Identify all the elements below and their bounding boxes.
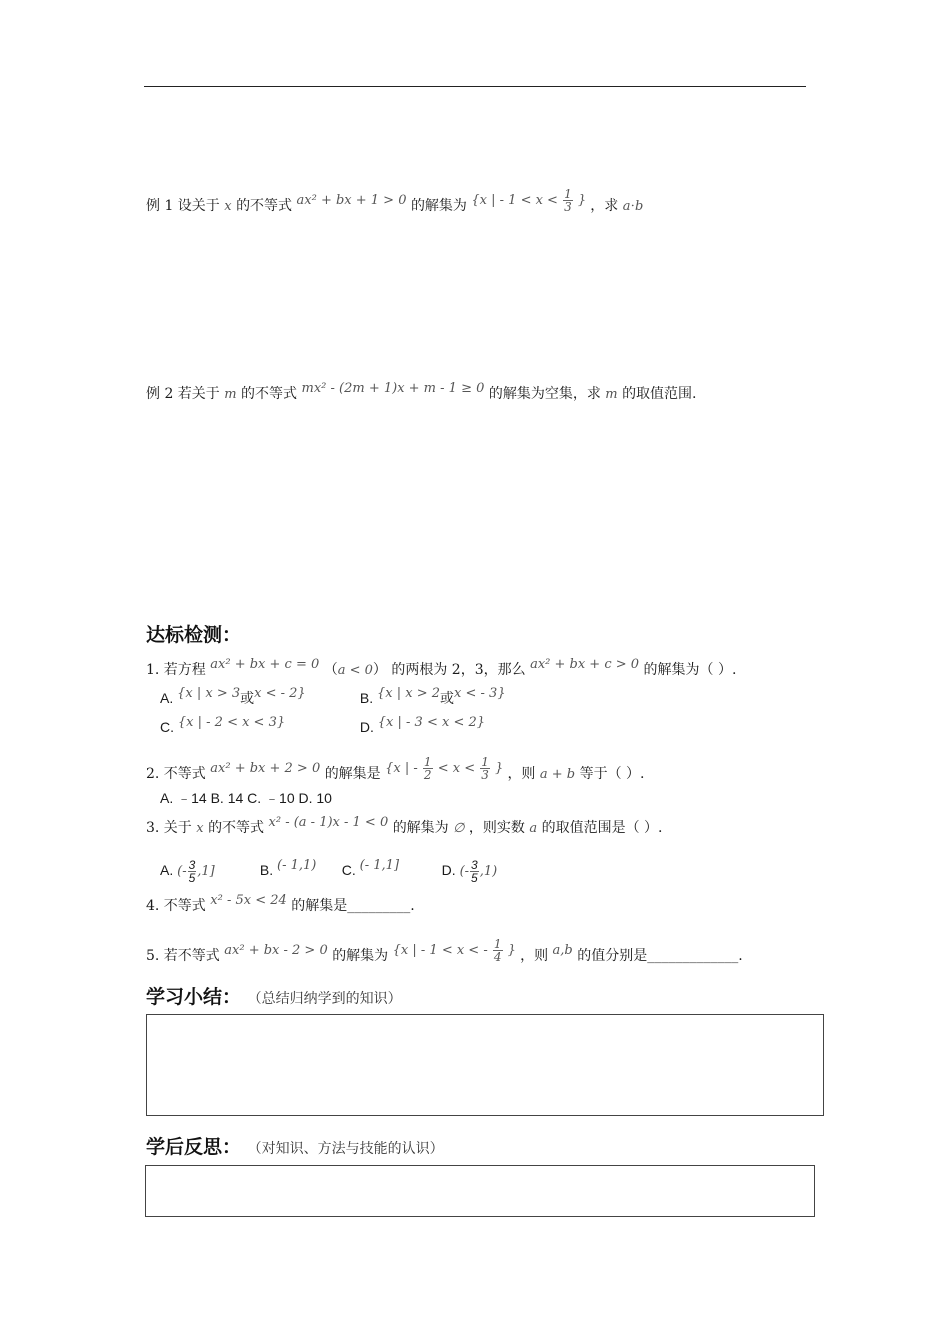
q1-option-c[interactable] [160, 717, 356, 739]
q3-suffix: 的取值范围是（ ）. [541, 820, 663, 836]
q1-paren-open: （ [323, 662, 338, 678]
q3-option-b[interactable] [260, 856, 338, 886]
q3-inequality: x² - (a - 1)x - 1 < 0 [268, 815, 389, 830]
q3-options [160, 856, 497, 886]
set-open: {x | - 1 < x < - [392, 943, 488, 958]
example-1 [146, 187, 644, 219]
fraction [480, 756, 490, 781]
summary-title: 学习小结： [146, 986, 242, 1008]
q5-solution-set [392, 937, 520, 964]
fraction [423, 756, 433, 781]
fraction [493, 938, 503, 963]
q5-prefix: 5. 若不等式 [146, 948, 220, 964]
question-5 [146, 937, 743, 969]
q2-suffix: 等于（ ）. [579, 766, 645, 782]
reflection-title: 学后反思： [146, 1136, 242, 1158]
q2-inequality: ax² + bx + 2 > 0 [210, 761, 321, 776]
q4-answer-blank[interactable]: 的解集是_________. [291, 898, 415, 914]
q1-suffix: 的解集为（ ）. [643, 662, 737, 678]
numerator: 3 [471, 857, 478, 872]
numerator: 1 [481, 755, 489, 769]
option-label: A. [160, 690, 174, 706]
q2-sum: a + b [539, 767, 576, 782]
option-label: B. [359, 690, 374, 706]
option-set: {x | x > 2 [377, 686, 441, 701]
question-4 [146, 893, 415, 917]
summary-box[interactable] [146, 1014, 824, 1116]
denominator: 4 [493, 950, 502, 964]
q2-solution-set [385, 755, 507, 782]
q3-prefix: 3. 关于 [146, 820, 192, 836]
example-2-inequality: mx² - (2m + 1)x + m - 1 ≥ 0 [301, 381, 485, 396]
option-close: ,1) [479, 864, 498, 879]
q3-option-c[interactable] [342, 856, 438, 886]
option-label: C. [341, 862, 356, 878]
q5-mid: 的解集为 [332, 948, 389, 964]
denominator: 3 [481, 768, 489, 782]
option-label: D. [359, 719, 374, 735]
option-rest: x < - 3} [454, 686, 506, 701]
example-2 [146, 381, 697, 405]
question-3 [146, 815, 663, 839]
empty-set-icon: ∅ [453, 821, 465, 836]
q1-mid: 的两根为 2，3，那么 [391, 662, 526, 678]
example-2-var-2: m [605, 387, 618, 402]
example-2-var: m [224, 387, 237, 402]
denominator: 3 [564, 200, 572, 214]
example-2-label: 例 2 若关于 [146, 386, 220, 402]
q2-prefix: 2. 不等式 [146, 766, 206, 782]
q3-option-a[interactable] [160, 856, 256, 886]
option-label: D. [441, 862, 456, 878]
denominator: 5 [471, 870, 478, 885]
q1-option-a[interactable] [160, 688, 356, 710]
option-set: {x | - 2 < x < 3} [177, 715, 286, 730]
q3-text-2: 的解集为 [392, 820, 449, 836]
option-close: ,1] [197, 864, 215, 879]
q1-option-d[interactable] [360, 717, 485, 739]
set-close: } [577, 193, 587, 208]
example-2-text-2: 的解集为空集，求 [488, 386, 601, 402]
q3-text-1: 的不等式 [208, 820, 265, 836]
denominator: 5 [188, 870, 196, 885]
option-or: 或 [240, 690, 255, 706]
fraction [188, 859, 197, 884]
q1-equation: ax² + bx + c = 0 [210, 657, 320, 672]
reflection-note: （对知识、方法与技能的认识） [247, 1141, 444, 1157]
example-1-label: 例 1 设关于 [146, 198, 220, 214]
option-rest: x < - 2} [254, 686, 306, 701]
q2-mid: 的解集是 [324, 766, 381, 782]
example-1-inequality: ax² + bx + 1 > 0 [296, 193, 407, 208]
q1-condition: a < 0 [337, 663, 373, 678]
fraction [563, 188, 573, 213]
q5-answer-blank[interactable]: 的值分别是_____________. [577, 948, 743, 964]
question-1 [146, 657, 737, 681]
option-or: 或 [440, 690, 455, 706]
option-label: B. [259, 862, 274, 878]
q4-prefix: 4. 不等式 [146, 898, 206, 914]
option-value: (- 1,1] [359, 858, 400, 873]
example-1-ask: a⋅b [622, 199, 644, 214]
test-heading: 达标检测： [146, 624, 242, 646]
option-open: (- [177, 864, 187, 879]
reflection-heading [146, 1132, 444, 1159]
q1-options-cd [160, 717, 485, 739]
option-label: A. [160, 862, 174, 878]
header-rule [144, 86, 806, 87]
example-1-text-2: 的解集为 [410, 198, 467, 214]
option-value: (- 1,1) [277, 858, 317, 873]
summary-heading [146, 982, 402, 1009]
denominator: 2 [423, 768, 432, 782]
option-open: (- [459, 864, 470, 879]
q3-text-3: ，则实数 [468, 820, 525, 836]
q5-then: ，则 [520, 948, 549, 964]
example-1-var: x [224, 199, 232, 214]
q4-inequality: x² - 5x < 24 [210, 893, 287, 908]
example-2-text-1: 的不等式 [241, 386, 298, 402]
set-mid: < x < [437, 761, 476, 776]
set-open: {x | - 1 < x < [471, 193, 558, 208]
example-2-text-3: 的取值范围. [622, 386, 697, 402]
example-1-text-1: 的不等式 [236, 198, 293, 214]
q1-paren-close: ） [372, 662, 387, 678]
q5-inequality: ax² + bx - 2 > 0 [224, 943, 328, 958]
q1-prefix: 1. 若方程 [146, 662, 206, 678]
numerator: 1 [564, 187, 572, 201]
q1-inequality: ax² + bx + c > 0 [530, 657, 640, 672]
numerator: 1 [423, 755, 432, 769]
option-set: {x | - 3 < x < 2} [377, 715, 486, 730]
q3-var-2: a [529, 821, 538, 836]
reflection-box[interactable] [145, 1165, 815, 1217]
question-2 [146, 755, 645, 787]
summary-note: （总结归纳学到的知识） [247, 991, 402, 1007]
option-set: {x | x > 3 [177, 686, 241, 701]
option-label: C. [160, 719, 174, 735]
example-1-text-3: ，求 [590, 198, 619, 214]
q5-vars: a,b [552, 943, 573, 958]
set-close: } [495, 761, 504, 776]
q1-option-b[interactable] [360, 688, 506, 710]
q2-options[interactable]: A. ﹣14 B. 14 C. ﹣10 D. 10 [160, 790, 332, 806]
fraction [470, 859, 479, 884]
q3-var: x [196, 821, 204, 836]
q3-option-d[interactable] [442, 856, 498, 886]
set-open: {x | - [385, 761, 418, 776]
q2-then: ，则 [507, 766, 536, 782]
example-1-solution-set [471, 187, 590, 214]
set-close: } [507, 943, 516, 958]
numerator: 3 [188, 857, 196, 872]
numerator: 1 [493, 937, 502, 951]
q1-options-ab [160, 688, 506, 710]
